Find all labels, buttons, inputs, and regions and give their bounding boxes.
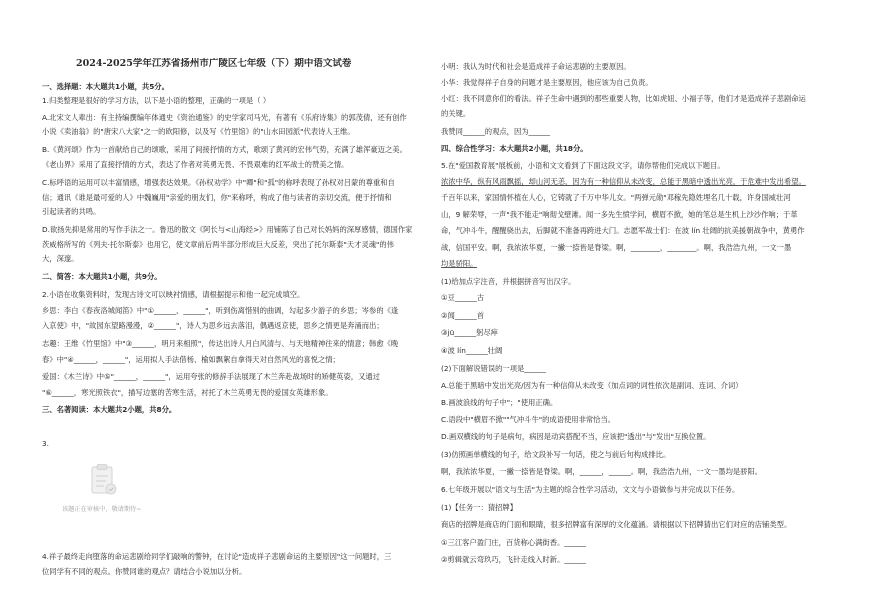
q2-line: 爱国：《木兰诗》中⑤"______，______"，运用夸张的修辞手法展现了木兰奔赴战场时的矫健英姿，又通过: [42, 372, 380, 381]
q4-stem: 4.祥子最终走向堕落的命运悲剧给同学们敲响的警钟，在讨论"造成祥子悲剧命运的主要原因"这一问题时，三: [42, 552, 392, 561]
q4-opinion: 小华：我觉得祥子自身的问题才是主要原因，他应该为自己负责。: [441, 78, 653, 87]
q1-option-c-cont2: 引起读者的共鸣。: [42, 207, 101, 216]
q2-line: 志趣：王维《竹里馆》中"③______，明月来相照"，传达出诗人月白风清与、与天地精神往来的情意；韩愈《晚: [42, 339, 399, 348]
q5-passage: 千百年以来，家国情怀植在人心，它铸就了千万中华儿女。"两弹元勋"邓稼先隐姓埋名几十载，许身国威壮河: [441, 193, 791, 202]
q2-line: 春》中"④______，______"，运用拟人手法借杨、榆如飘絮自拿得天对自然风光的喜悦之情；: [42, 355, 340, 364]
q2-line: 入京使》中，"故园东望路漫漫，②______"，诗人为思乡远去落泪，偶遇返京使，思乡之情更是奔涌而出；: [42, 321, 384, 330]
q5-sub: ①豆______古: [441, 293, 485, 302]
q5-passage: 战，信国平安。啊，我浓浓华夏，一撇一捺皆是脊梁。啊，________，________。啊，我浩浩九州，一文一墨: [441, 243, 792, 252]
q5-sub: ②闻______首: [441, 311, 485, 320]
clipboard-icon: [82, 463, 122, 497]
q1-option-d: D.欲扬先抑是常用的写作手法之一。鲁迅的散文《阿长与<山海经>》用铺陈了自己对长妈妈的深厚感情，德国作家: [42, 225, 413, 234]
q5-passage: 山，9 解荣辱，一声"我不能走"响彻戈壁滩。闻一多先生愤学问，横眉不掀，她的笔总是生机上沙沙作响；于革: [441, 210, 798, 219]
q4-opinion: 小红：我不同意你们的看法。祥子生命中遇到的那些重要人物，比如虎妞、小福子等，他们才是造成祥子悲剧命运: [441, 94, 806, 103]
q1-option-d-cont: 茨威格所写的《列夫·托尔斯泰》也用它，使文章前后两半部分形成巨大反差，突出了托尔斯泰"天才灵魂"的伟: [42, 240, 394, 249]
q5-passage: 浓浓中华，纵有风雨飘摇，却山河无恙，因为有一种信仰从未改变，总能于黑暗中透出光亮，于危难中发出希望。: [441, 177, 806, 186]
q2-line: 乡思：李白《春夜洛城闻笛》中"①______，______"，听到伤离惜别的曲调，勾起多少游子的乡思；岑参的《逢: [42, 306, 399, 315]
exam-title: 2024-2025学年江苏省扬州市广陵区七年级（下）期中语文试卷: [76, 58, 352, 69]
placeholder-text: 该题正在审核中，敬请期待~: [62, 506, 142, 513]
q5-sub: ④波 lín______壮阔: [441, 346, 503, 355]
q5-sub: 啊，我浓浓华夏，一撇一捺皆是脊梁。啊，______，______。啊，我浩浩九州，一文一墨均是骄阳。: [441, 467, 763, 476]
q5-sub: A.总能于黑暗中发出光亮/因为有一种信仰从未改变（加点词的词性依次是副词、连词、介词）: [441, 381, 743, 390]
q1-option-a-cont: 小说《卖油翁》的"唐宋八大家"之一的欧阳修，以及写《竹里馆》的"山水田园派"代表诗人王维。: [42, 127, 355, 136]
q1-option-c-cont: 信；通讯《谁是最可爱的人》中魏巍用"亲爱的朋友们，你"来称呼，构成了他与读者的亲切交流，便于抒情和: [42, 193, 392, 202]
q4-stem-cont: 位同学有不同的观点。你赞同谁的观点？请结合小说加以分析。: [42, 567, 247, 576]
section-1-heading: 一、选择题：本大题共1小题，共5分。: [42, 82, 169, 91]
q4-answer-line: 我赞同______的观点，因为______: [441, 127, 551, 136]
q5-sub: (2)下面解说错误的一项是______: [441, 364, 547, 373]
q2-stem: 2.小语在收集资料时，发现古诗文可以映衬情感，请根据提示和他一起完成填空。: [42, 290, 305, 299]
q1-option-d-cont2: 大，深邃。: [42, 254, 79, 263]
q3-number: 3.: [42, 439, 49, 448]
q5-sub: B.画波浪线的句子中"；"使用正确。: [441, 398, 558, 407]
q5-sub: C.语段中"横眉不掀""气冲斗牛"的成语使用非常恰当。: [441, 415, 616, 424]
q6-line: ②剪辑就云弯玖巧，飞针走线入时新。______: [441, 555, 587, 564]
q1-option-b: B.《黄河颂》作为一首献给自己的颂歌，采用了间接抒情的方式，歌颂了黄河的宏伟气势，充满了雄浑豪迈之美。: [42, 145, 407, 154]
q1-option-a: A.北宋文人辈出：有主持编撰编年体通史《资治通鉴》的史学家司马光，有著有《乐府诗集》的郭茂倩，还有创作: [42, 113, 407, 122]
q6-line: 商店的招牌是商店的门面和眼睛，很多招牌富有深厚的文化蕴涵。请根据以下招牌猜出它们对应的店铺类型。: [441, 520, 792, 529]
q1-option-b-cont: 《老山界》采用了直接抒情的方式，表达了作者对英勇无畏、不畏艰难的红军战士的赞美之情。: [42, 160, 349, 169]
section-2-heading: 二、简答：本大题共1小题，共9分。: [42, 272, 162, 281]
q4-opinion: 小明：我认为时代和社会是造成祥子命运悲剧的主要原因。: [441, 62, 631, 71]
q1-stem: 1.归类整理是很好的学习方法，以下是小语的整理，正确的一项是（ ）: [42, 96, 271, 105]
q1-option-c: C.标呼语的运用可以丰富情感，增强表达效果。《孙权劝学》中"卿"和"孤"的称呼表现了孙权对吕蒙的尊重和自: [42, 178, 395, 187]
q5-passage: 均是骄阳。: [441, 259, 478, 268]
q5-sub: ③jū______躬尽瘁: [441, 328, 498, 337]
section-3-heading: 三、名著阅读：本大题共2小题，共8分。: [42, 405, 177, 414]
q4-opinion-cont: 的关键。: [441, 109, 471, 118]
section-4-heading: 四、综合性学习：本大题共2小题，共18分。: [441, 144, 588, 153]
review-placeholder: [62, 463, 172, 525]
q6-line: ①三江客户盈门庄，百货称心满街香。______: [441, 538, 587, 547]
q5-sub: (1)给加点字注音，并根据拼音写出汉字。: [441, 277, 576, 286]
q6-stem: 6.七年级开展以"语文与生活"为主题的综合性学习活动，文文与小语做参与并完成以下任务。: [441, 485, 740, 494]
q5-sub: (3)仿照画单横线的句子，给文段补写一句话，使之与前后句构成排比。: [441, 450, 671, 459]
q5-passage: 命，气冲斗牛，醒醒骁出去，后脚就不准备再跨进大门。志愿军战士们：在波 lín 壮阔的抗美援朝战争中，黄勇作: [441, 226, 805, 235]
q6-task: (1)【任务一：猜招牌】: [441, 503, 518, 512]
q2-line: "⑥______，寒光照铁衣"，描写边塞的苦寒生活，衬托了木兰英勇无畏的爱国女英雄形象。: [42, 388, 333, 397]
q5-sub: D.画双横线的句子是病句，病因是动宾搭配不当，应该把"透出"与"发出"互换位置。: [441, 432, 711, 441]
right-column: [435, 0, 870, 616]
q5-stem: 5.在"爱国教育展"展板前，小语和文文看到了下面这段文字，请你帮他们完成以下题目。: [441, 161, 725, 170]
